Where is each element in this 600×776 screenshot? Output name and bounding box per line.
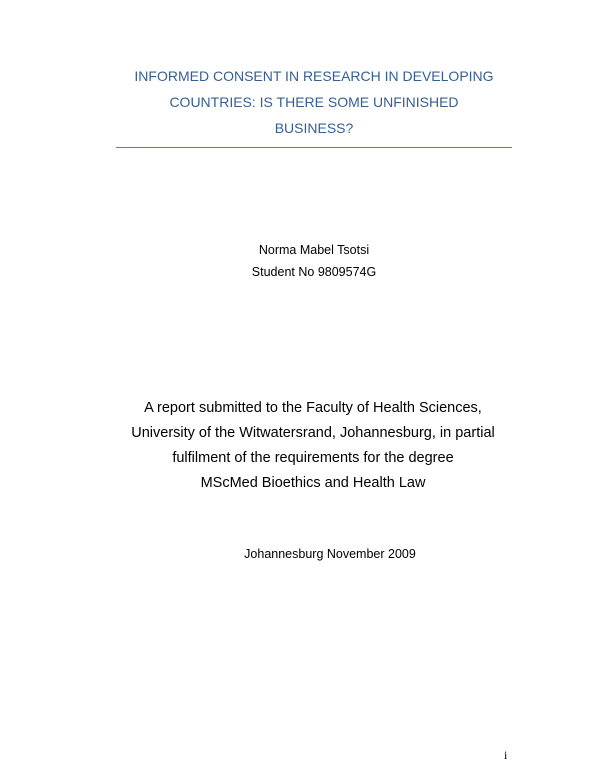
report-line: A report submitted to the Faculty of Health Sciences,: [144, 400, 482, 416]
report-line: fulfilment of the requirements for the degree: [172, 450, 454, 466]
title-underline-rule: [116, 147, 512, 148]
author-block: [0, 239, 600, 283]
report-statement: [0, 396, 600, 496]
title-line: COUNTRIES: IS THERE SOME UNFINISHED: [169, 94, 459, 110]
title-line: INFORMED CONSENT IN RESEARCH IN DEVELOPING: [134, 68, 494, 84]
author-name: Norma Mabel Tsotsi: [258, 243, 370, 257]
place-and-date: Johannesburg November 2009: [244, 547, 416, 561]
document-title: [110, 63, 518, 141]
student-number: Student No 9809574G: [251, 265, 377, 279]
title-line: BUSINESS?: [274, 120, 354, 136]
degree-name: MScMed Bioethics and Health Law: [200, 475, 426, 491]
report-line: University of the Witwatersrand, Johannesburg, in partial: [131, 425, 495, 441]
page-number: i: [504, 748, 508, 762]
